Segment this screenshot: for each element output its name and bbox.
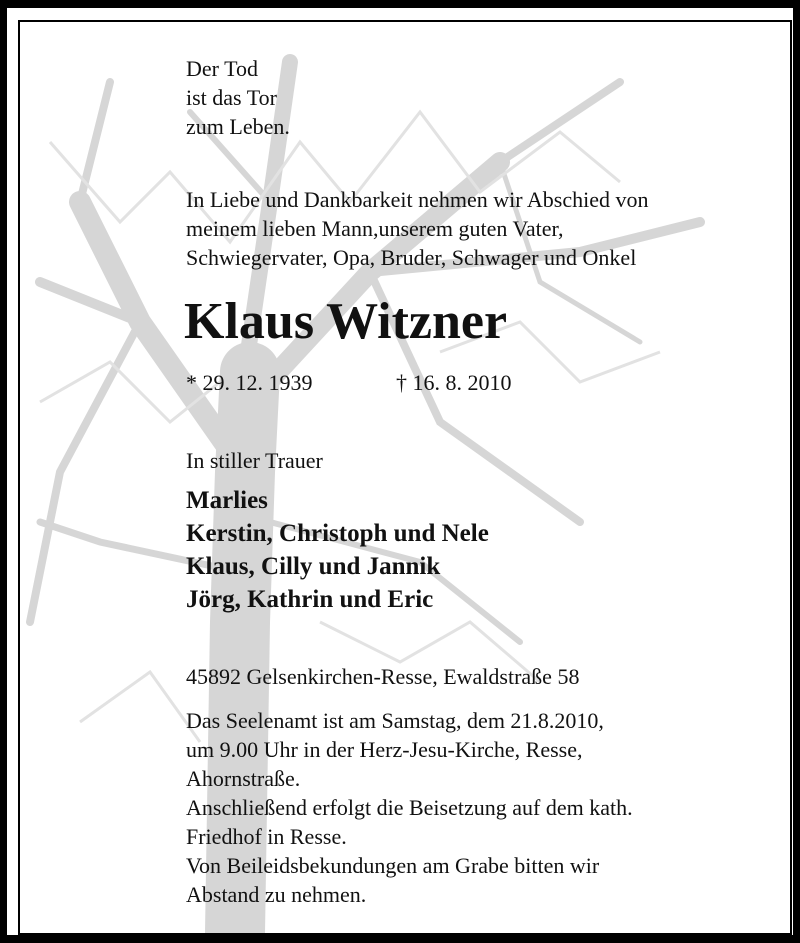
details-line: um 9.00 Uhr in der Herz-Jesu-Kirche, Resse, [186, 737, 583, 762]
intro-line: Schwiegervater, Opa, Bruder, Schwager und Onkel [186, 245, 637, 270]
motto-line: ist das Tor [186, 85, 277, 110]
intro-line: In Liebe und Dankbarkeit nehmen wir Abschied von [186, 187, 649, 212]
motto-line: Der Tod [186, 56, 258, 81]
mourner: Jörg, Kathrin und Eric [186, 586, 434, 613]
mourning-label: In stiller Trauer [186, 448, 323, 473]
details-line: Von Beileidsbekundungen am Grabe bitten wir [186, 853, 600, 878]
mourner: Klaus, Cilly und Jannik [186, 553, 441, 580]
motto-line: zum Leben. [186, 114, 290, 139]
details-line: Abstand zu nehmen. [186, 882, 367, 907]
address: 45892 Gelsenkirchen-Resse, Ewaldstraße 58 [186, 664, 580, 689]
mourner: Kerstin, Christoph und Nele [186, 520, 489, 547]
details-line: Friedhof in Resse. [186, 824, 347, 849]
details-line: Ahornstraße. [186, 766, 301, 791]
deceased-name: Klaus Witzner [184, 293, 508, 350]
details-line: Das Seelenamt ist am Samstag, dem 21.8.2010, [186, 708, 604, 733]
intro-line: meinem lieben Mann,unserem guten Vater, [186, 216, 564, 241]
death-date: † 16. 8. 2010 [396, 370, 512, 395]
details-line: Anschließend erfolgt die Beisetzung auf dem kath. [186, 795, 633, 820]
mourner: Marlies [186, 487, 268, 514]
birth-date: * 29. 12. 1939 [186, 370, 313, 395]
